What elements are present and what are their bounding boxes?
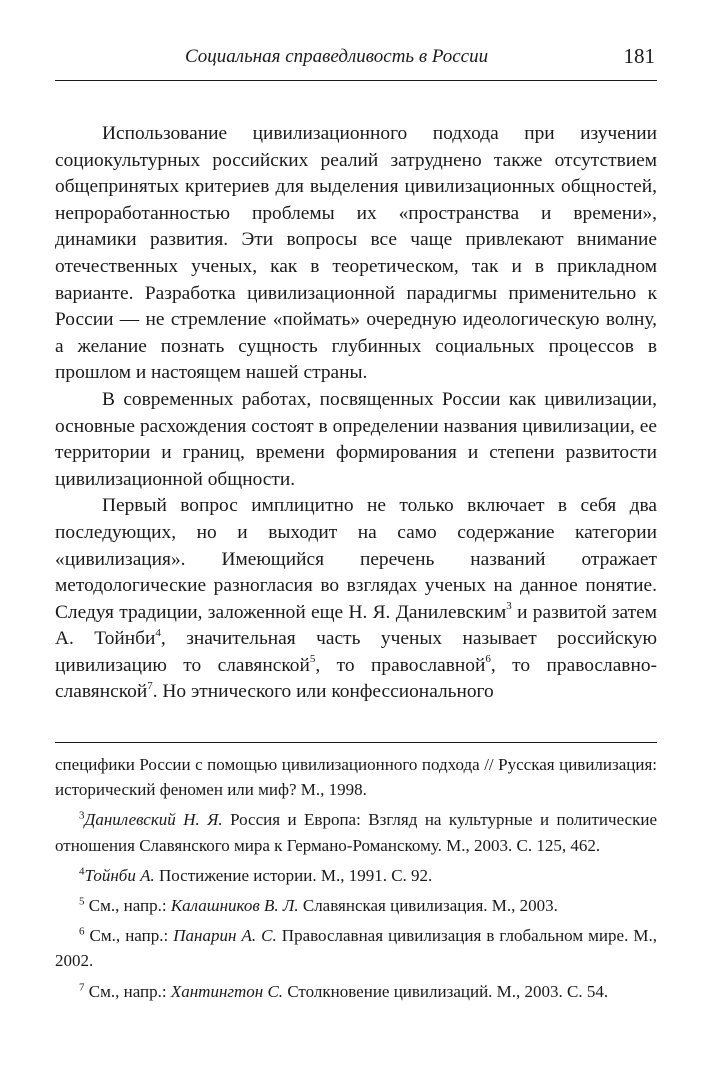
paragraph-text: . Но этнического или конфессионального [152,681,494,703]
running-title: Социальная справедливость в России [185,46,489,67]
paragraph-text: Использование цивилизационного подхода при изучении социокультурных российских реалий затруднено также отсутствием общепринятых критериев для выделения цивилизационных общностей, непроработанностью проблемы их «пространства и времени», динамики развития. Эти вопросы все чаще привлекают внимание отечественных ученых, как в теоретическом, так и в прикладном варианте. Разработка цивилизационной парадигмы применительно к России — не стремление «поймать» очередную идеологическую волну, а желание познать сущность глубинных социальных процессов в прошлом и настоящем нашей страны. [55,123,657,384]
footnote-text: Россия и Европа: Взгляд на культурные и политические отношения Славянского мира к Германо-Романскому. М., 2003. С. 125, 462. [55,810,658,855]
paragraph [55,493,657,706]
paragraph-text: Первый вопрос имплицитно не только включает в себя два последующих, но и выходит на само содержание категории «цивилизация». Имеющийся перечень названий отражает методологические разногласия во взглядах ученых на данное понятие. Следуя традиции, заложенной еще Н. Я. Данилевским [55,495,657,623]
paragraph-text: и развитой затем А. Тойнби [55,601,657,650]
footnote-prefix: См., напр.: [84,896,171,916]
page-header [55,40,655,72]
footnote-continuation: специфики России с помощью цивилизационного подхода // Русская цивилизация: исторический феномен или миф? М., 1998. [55,755,657,800]
footnote [55,923,657,973]
footnote-author: Панарин А. С. [173,926,277,946]
footnote-ref[interactable]: 5 [309,653,316,666]
paragraph [55,121,657,387]
footnote-author: Хантингтон С. [170,981,284,1001]
footnote-ref[interactable]: 7 [147,680,153,692]
paragraph-text: В современных работах, посвященных России как цивилизации, основные расхождения состоят в определении названия цивилизации, ее территории и границ, времени формирования и степени развитости цивилизационной общности. [55,388,657,490]
footnote-ref[interactable]: 6 [485,653,491,666]
footnote-rule [55,742,657,743]
header-rule [55,80,657,81]
footnote-text: Постижение истории. М., 1991. С. 92. [154,865,433,885]
footnote [55,979,657,1004]
footnote-prefix: См., напр.: [84,981,171,1001]
page-number: 181 [623,44,655,68]
paragraph-text: , то православной [315,654,486,676]
footnote-number: 4 [79,865,85,878]
footnotes [55,752,657,1004]
footnote-ref[interactable]: 3 [506,600,512,613]
footnote [55,807,657,857]
footnote-author: Тойнби А. [84,865,155,885]
footnote-number: 3 [79,809,85,822]
footnote-text: Столкновение цивилизаций. М., 2003. С. 54. [283,981,609,1001]
paragraph [55,387,657,493]
paragraph-text: , значительная часть ученых называет российскую цивилизацию то славянской [55,628,657,676]
footnote-number: 7 [79,980,85,993]
footnote-text: Славянская цивилизация. М., 2003. [298,896,558,916]
footnote-prefix: См., напр.: [84,926,174,946]
footnote [55,893,657,918]
footnote-author: Данилевский Н. Я. [84,810,223,830]
footnote-author: Калашников В. Л. [170,896,299,916]
body-text [55,121,657,706]
footnote-text: Православная цивилизация в глобальном мире. М., 2002. [55,926,657,971]
paragraph-text: , то православно-славянской [55,654,657,703]
footnote-number: 5 [79,895,85,908]
footnote [55,863,657,888]
footnote-number: 6 [79,925,85,938]
footnote-ref[interactable]: 4 [155,626,161,639]
